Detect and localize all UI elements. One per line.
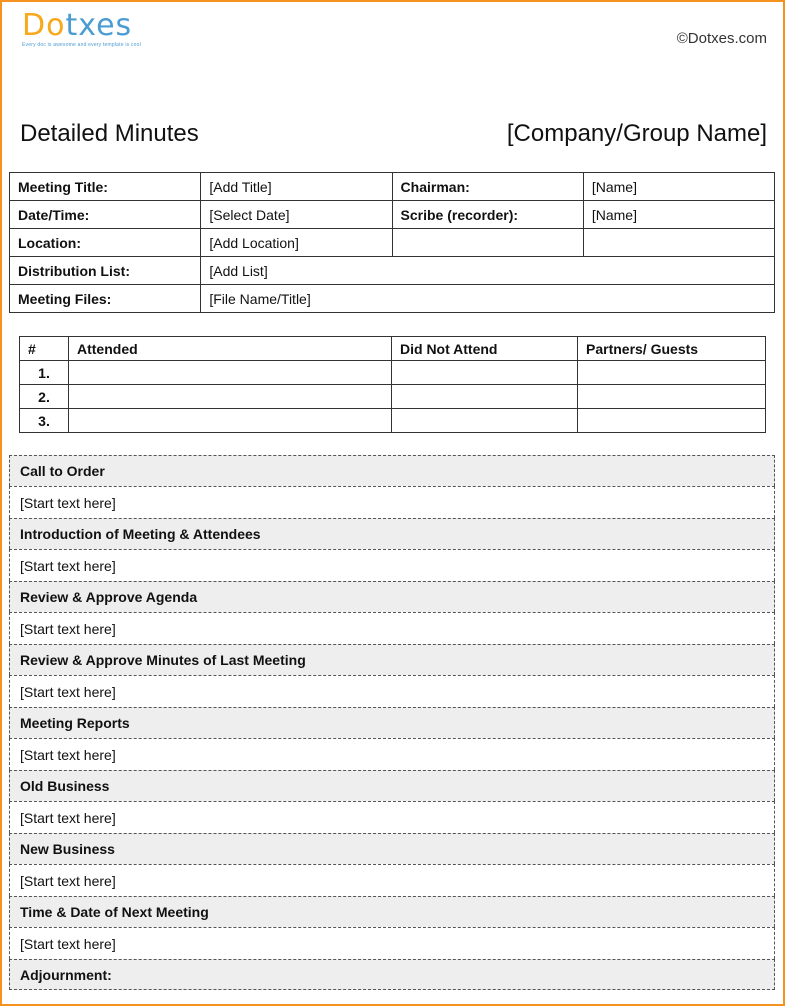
section-heading-new-business: New Business xyxy=(9,833,775,864)
col-number-header: # xyxy=(20,337,69,361)
logo-wordmark: Dotxes xyxy=(22,8,133,43)
table-row xyxy=(10,285,775,313)
empty-cell[interactable] xyxy=(392,229,583,257)
section-heading-meeting-reports: Meeting Reports xyxy=(9,707,775,738)
scribe-field[interactable]: [Name] xyxy=(583,201,774,229)
datetime-field[interactable]: [Select Date] xyxy=(201,201,392,229)
table-row xyxy=(20,409,766,433)
chairman-label: Chairman: xyxy=(392,173,583,201)
partners-guests-cell[interactable] xyxy=(578,385,766,409)
meeting-title-label: Meeting Title: xyxy=(10,173,201,201)
col-attended-header: Attended xyxy=(69,337,392,361)
chairman-field[interactable]: [Name] xyxy=(583,173,774,201)
partners-guests-cell[interactable] xyxy=(578,361,766,385)
attended-cell[interactable] xyxy=(69,361,392,385)
document-page xyxy=(2,2,783,1004)
table-row xyxy=(10,173,775,201)
partners-guests-cell[interactable] xyxy=(578,409,766,433)
datetime-label: Date/Time: xyxy=(10,201,201,229)
dotxes-logo xyxy=(22,10,152,55)
row-number: 1. xyxy=(20,361,69,385)
section-heading-introduction: Introduction of Meeting & Attendees xyxy=(9,518,775,549)
meeting-title-field[interactable]: [Add Title] xyxy=(201,173,392,201)
scribe-label: Scribe (recorder): xyxy=(392,201,583,229)
location-label: Location: xyxy=(10,229,201,257)
section-heading-next-meeting: Time & Date of Next Meeting xyxy=(9,896,775,927)
section-heading-call-to-order: Call to Order xyxy=(9,455,775,486)
company-name: [Company/Group Name] xyxy=(506,120,767,147)
section-heading-review-minutes: Review & Approve Minutes of Last Meeting xyxy=(9,644,775,675)
meeting-info-table xyxy=(9,172,775,313)
table-row xyxy=(10,257,775,285)
section-body-call-to-order[interactable]: [Start text here] xyxy=(9,486,775,518)
location-field[interactable]: [Add Location] xyxy=(201,229,392,257)
attended-cell[interactable] xyxy=(69,409,392,433)
section-heading-review-agenda: Review & Approve Agenda xyxy=(9,581,775,612)
did-not-attend-cell[interactable] xyxy=(392,361,578,385)
table-row xyxy=(10,229,775,257)
section-body-introduction[interactable]: [Start text here] xyxy=(9,549,775,581)
section-body-old-business[interactable]: [Start text here] xyxy=(9,801,775,833)
section-body-review-minutes[interactable]: [Start text here] xyxy=(9,675,775,707)
attendance-table xyxy=(19,336,766,433)
section-body-meeting-reports[interactable]: [Start text here] xyxy=(9,738,775,770)
table-row xyxy=(20,361,766,385)
col-partners-guests-header: Partners/ Guests xyxy=(578,337,766,361)
col-did-not-attend-header: Did Not Attend xyxy=(392,337,578,361)
section-heading-adjournment: Adjournment: xyxy=(9,959,775,990)
distribution-label: Distribution List: xyxy=(10,257,201,285)
did-not-attend-cell[interactable] xyxy=(392,385,578,409)
copyright-text: ©Dotxes.com xyxy=(676,30,767,47)
meeting-files-label: Meeting Files: xyxy=(10,285,201,313)
attendance-header-row xyxy=(20,337,766,361)
document-title: Detailed Minutes xyxy=(20,120,199,147)
section-body-review-agenda[interactable]: [Start text here] xyxy=(9,612,775,644)
table-row xyxy=(20,385,766,409)
table-row xyxy=(10,201,775,229)
section-body-next-meeting[interactable]: [Start text here] xyxy=(9,927,775,959)
minutes-sections xyxy=(9,455,775,990)
did-not-attend-cell[interactable] xyxy=(392,409,578,433)
row-number: 3. xyxy=(20,409,69,433)
empty-cell[interactable] xyxy=(583,229,774,257)
section-body-new-business[interactable]: [Start text here] xyxy=(9,864,775,896)
distribution-field[interactable]: [Add List] xyxy=(201,257,775,285)
meeting-files-field[interactable]: [File Name/Title] xyxy=(201,285,775,313)
logo-tagline: Every doc is awesome and every template is cool xyxy=(22,42,141,48)
row-number: 2. xyxy=(20,385,69,409)
section-heading-old-business: Old Business xyxy=(9,770,775,801)
attended-cell[interactable] xyxy=(69,385,392,409)
